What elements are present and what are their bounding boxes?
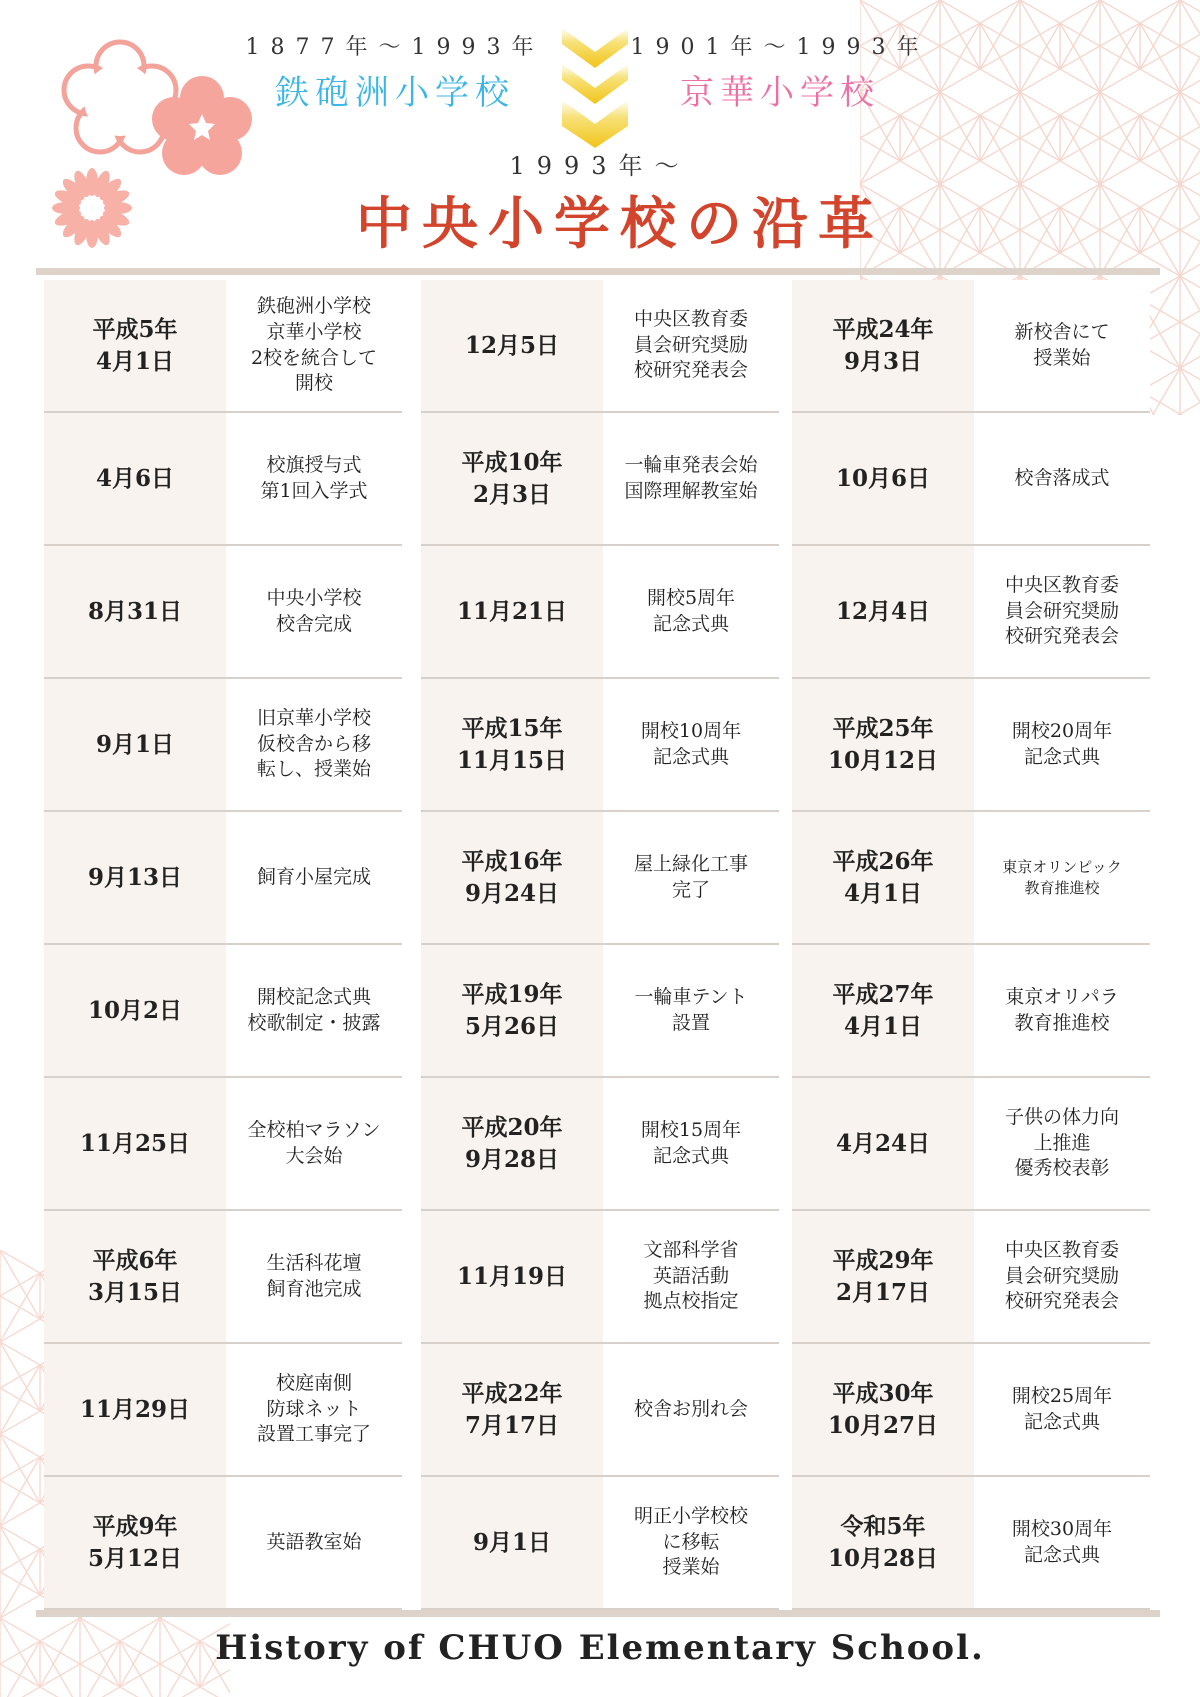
event-description: 開校5周年 記念式典 (603, 546, 779, 677)
event-date: 11月29日 (44, 1344, 226, 1475)
table-row (792, 679, 1150, 812)
event-description: 中央区教育委 員会研究奨励 校研究発表会 (974, 546, 1150, 677)
event-date: 平成6年 3月15日 (44, 1211, 226, 1342)
event-date: 平成15年 11月15日 (421, 679, 603, 810)
event-date: 平成25年 10月12日 (792, 679, 974, 810)
event-description: 明正小学校校 に移転 授業始 (603, 1477, 779, 1608)
bottom-divider (36, 1610, 1160, 1617)
event-date: 平成24年 9月3日 (792, 280, 974, 411)
event-date: 平成27年 4月1日 (792, 945, 974, 1076)
event-description: 校旗授与式 第1回入学式 (226, 413, 402, 544)
event-date: 平成5年 4月1日 (44, 280, 226, 411)
event-date: 10月6日 (792, 413, 974, 544)
event-date: 平成19年 5月26日 (421, 945, 603, 1076)
header (0, 0, 1200, 270)
table-row (44, 1344, 402, 1477)
history-column-1 (44, 280, 402, 1610)
right-school-years: 1901年～1993年 (630, 35, 930, 60)
event-description: 英語教室始 (226, 1477, 402, 1608)
event-description: 開校30周年 記念式典 (974, 1477, 1150, 1608)
table-row (44, 812, 402, 945)
left-school-years: 1877年～1993年 (245, 35, 545, 60)
event-description: 中央区教育委 員会研究奨励 校研究発表会 (603, 280, 779, 411)
table-row (44, 280, 402, 413)
event-description: 一輪車発表会始 国際理解教室始 (603, 413, 779, 544)
table-row (44, 679, 402, 812)
event-description: 校庭南側 防球ネット 設置工事完了 (226, 1344, 402, 1475)
event-description: 開校20周年 記念式典 (974, 679, 1150, 810)
left-school-name: 鉄砲洲小学校 (275, 73, 515, 113)
event-description: 校舎落成式 (974, 413, 1150, 544)
event-date: 12月4日 (792, 546, 974, 677)
event-description: 全校柏マラソン 大会始 (226, 1078, 402, 1209)
table-row (421, 280, 779, 413)
table-row (421, 1344, 779, 1477)
event-description: 旧京華小学校 仮校舎から移 転し、授業始 (226, 679, 402, 810)
event-description: 文部科学省 英語活動 拠点校指定 (603, 1211, 779, 1342)
table-row (421, 945, 779, 1078)
table-row (421, 413, 779, 546)
merge-years: 1993年～ (509, 152, 691, 180)
event-date: 11月25日 (44, 1078, 226, 1209)
table-row (44, 1078, 402, 1211)
event-date: 9月1日 (421, 1477, 603, 1608)
table-row (421, 1211, 779, 1344)
event-description: 屋上緑化工事 完了 (603, 812, 779, 943)
table-row (792, 945, 1150, 1078)
event-description: 開校25周年 記念式典 (974, 1344, 1150, 1475)
table-row (421, 812, 779, 945)
event-description: 東京オリンピック 教育推進校 (974, 812, 1150, 943)
event-date: 4月6日 (44, 413, 226, 544)
event-description: 鉄砲洲小学校 京華小学校 2校を統合して 開校 (226, 280, 402, 411)
event-date: 9月1日 (44, 679, 226, 810)
table-row (421, 546, 779, 679)
table-row (421, 1078, 779, 1211)
event-date: 4月24日 (792, 1078, 974, 1209)
event-date: 平成26年 4月1日 (792, 812, 974, 943)
table-row (44, 1211, 402, 1344)
table-row (792, 546, 1150, 679)
table-row (44, 945, 402, 1078)
event-description: 新校舎にて 授業始 (974, 280, 1150, 411)
footer-caption: History of CHUO Elementary School. (215, 1628, 985, 1668)
event-date: 9月13日 (44, 812, 226, 943)
table-row (421, 679, 779, 812)
page-title: 中央小学校の沿革 (356, 191, 884, 257)
event-date: 12月5日 (421, 280, 603, 411)
table-row (792, 1344, 1150, 1477)
event-description: 中央小学校 校舎完成 (226, 546, 402, 677)
history-column-2 (421, 280, 779, 1610)
table-row (421, 1477, 779, 1610)
event-date: 11月21日 (421, 546, 603, 677)
table-row (44, 1477, 402, 1610)
right-school-name: 京華小学校 (680, 73, 880, 113)
event-description: 校舎お別れ会 (603, 1344, 779, 1475)
right-school-block (620, 30, 940, 114)
event-description: 開校記念式典 校歌制定・披露 (226, 945, 402, 1076)
table-row (792, 1211, 1150, 1344)
table-row (44, 413, 402, 546)
event-description: 生活科花壇 飼育池完成 (226, 1211, 402, 1342)
event-description: 子供の体力向 上推進 優秀校表彰 (974, 1078, 1150, 1209)
event-date: 平成16年 9月24日 (421, 812, 603, 943)
event-description: 東京オリパラ 教育推進校 (974, 945, 1150, 1076)
event-description: 開校15周年 記念式典 (603, 1078, 779, 1209)
event-date: 平成22年 7月17日 (421, 1344, 603, 1475)
event-date: 令和5年 10月28日 (792, 1477, 974, 1608)
event-description: 飼育小屋完成 (226, 812, 402, 943)
table-row (792, 1078, 1150, 1211)
event-description: 開校10周年 記念式典 (603, 679, 779, 810)
table-row (792, 812, 1150, 945)
event-date: 平成20年 9月28日 (421, 1078, 603, 1209)
event-description: 中央区教育委 員会研究奨励 校研究発表会 (974, 1211, 1150, 1342)
left-school-block (235, 30, 555, 114)
event-date: 平成9年 5月12日 (44, 1477, 226, 1608)
event-date: 平成29年 2月17日 (792, 1211, 974, 1342)
history-column-3 (792, 280, 1150, 1610)
event-description: 一輪車テント 設置 (603, 945, 779, 1076)
table-row (792, 1477, 1150, 1610)
event-date: 11月19日 (421, 1211, 603, 1342)
event-date: 8月31日 (44, 546, 226, 677)
top-divider (36, 268, 1160, 275)
event-date: 10月2日 (44, 945, 226, 1076)
history-table (44, 280, 1152, 1610)
table-row (44, 546, 402, 679)
event-date: 平成30年 10月27日 (792, 1344, 974, 1475)
table-row (792, 413, 1150, 546)
event-date: 平成10年 2月3日 (421, 413, 603, 544)
table-row (792, 280, 1150, 413)
